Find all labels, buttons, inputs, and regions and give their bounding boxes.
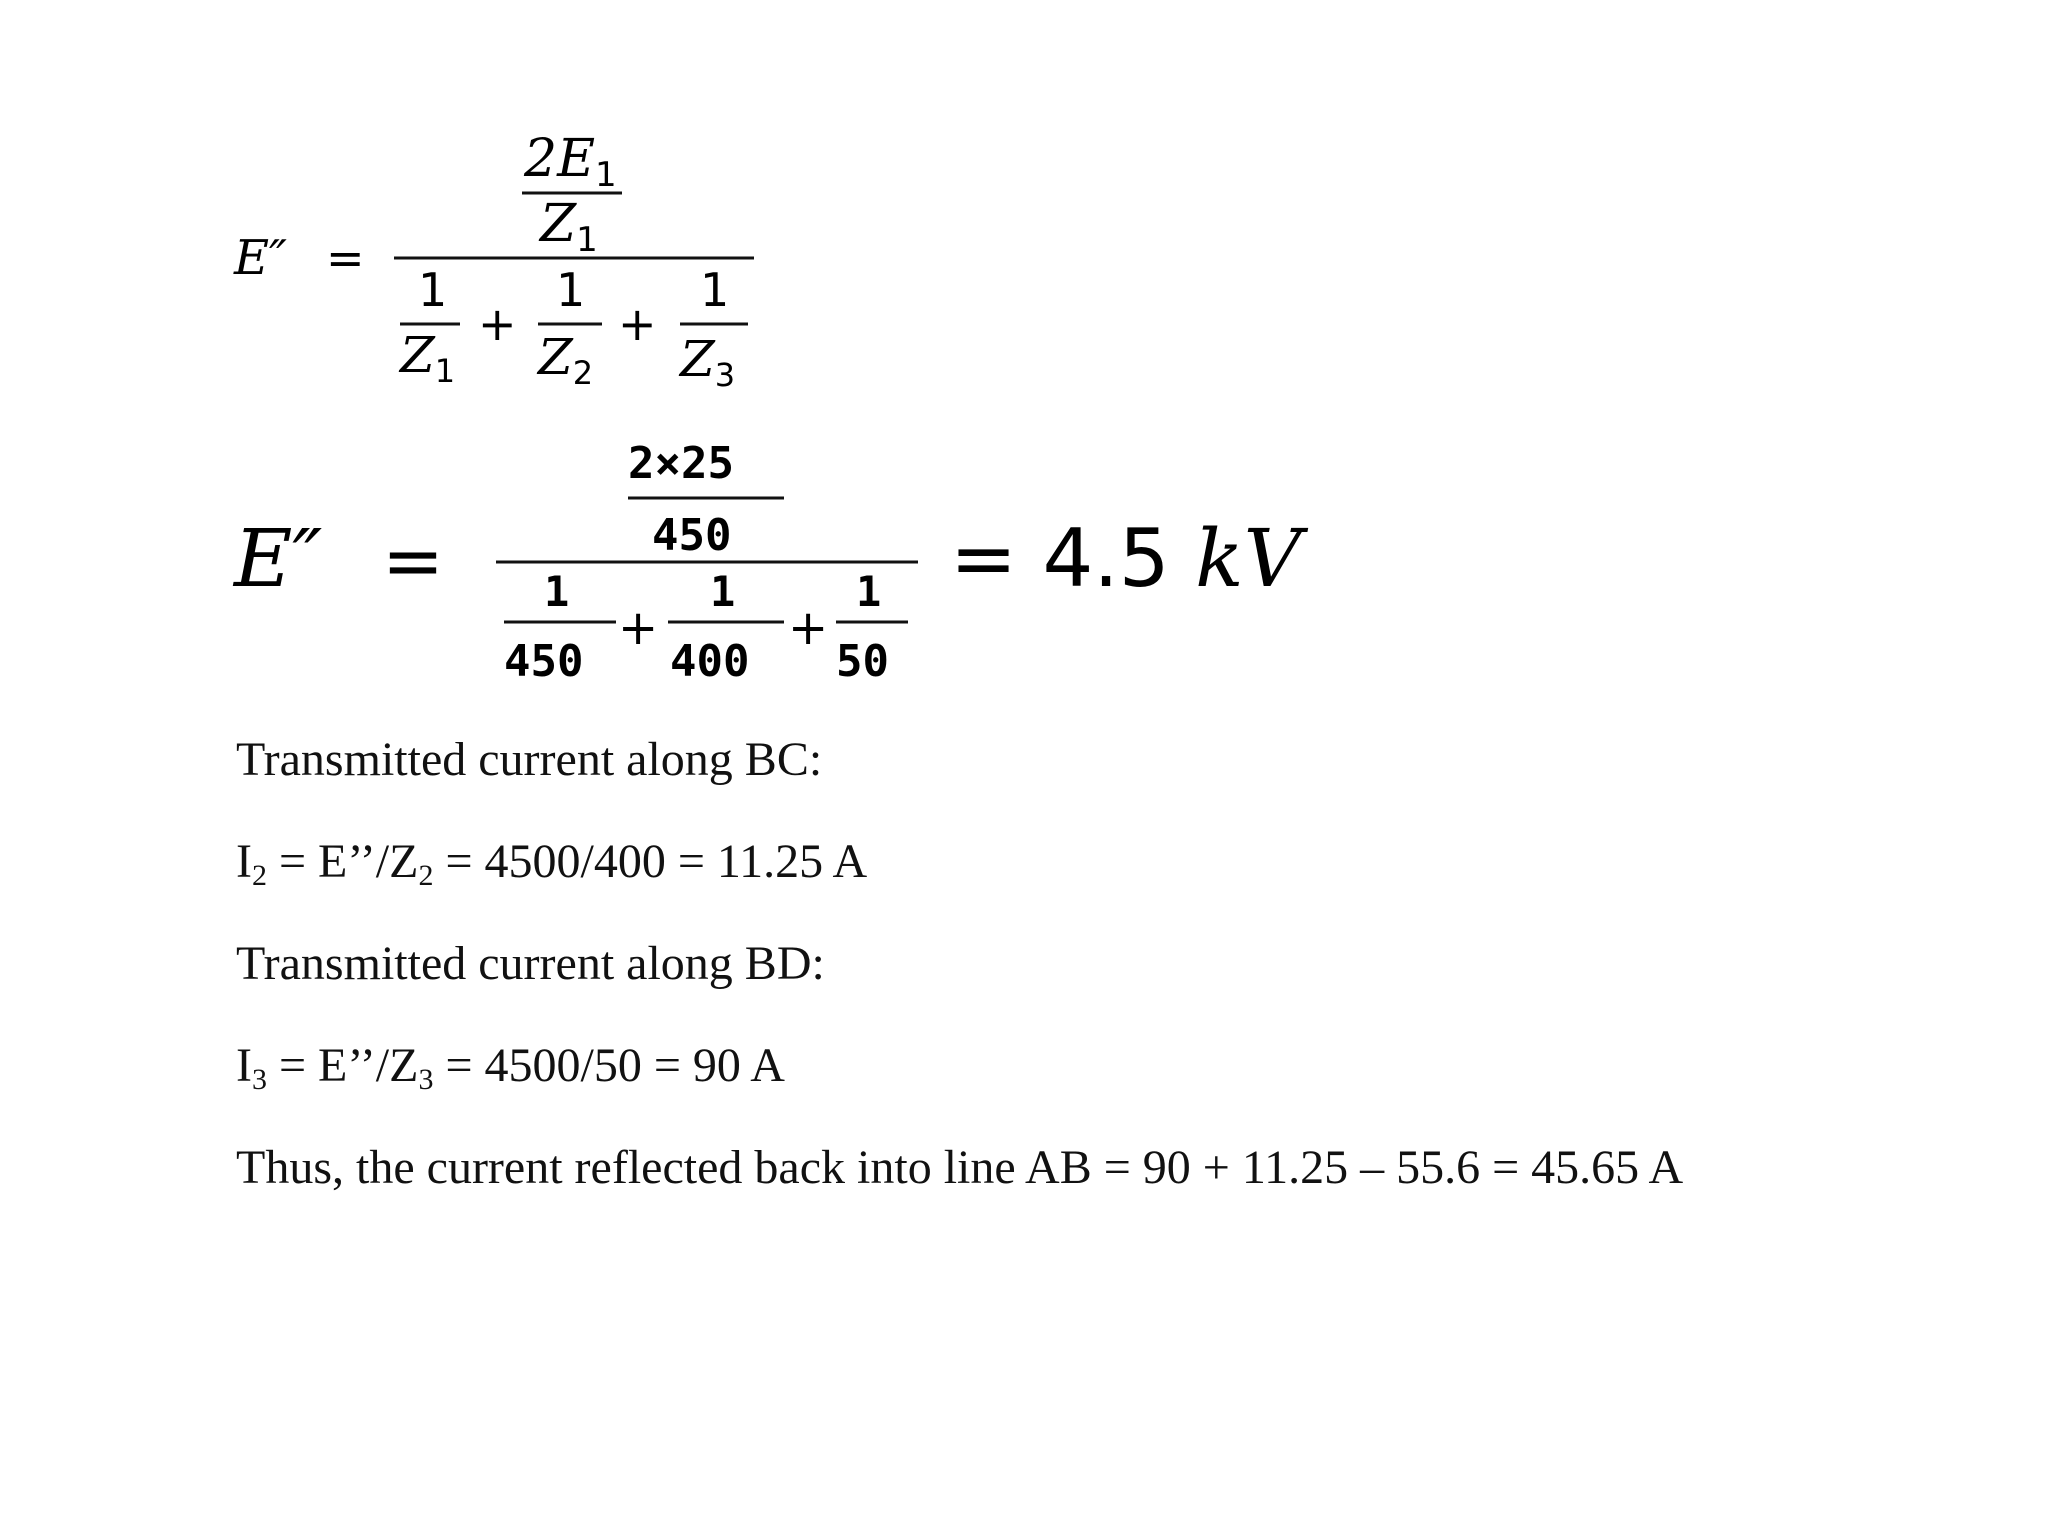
eq2-result: = 4.5 kV bbox=[950, 512, 1302, 605]
equation-1 bbox=[233, 129, 754, 394]
eq2-den-1-top: 1 bbox=[544, 567, 570, 616]
eq2-num-bottom: 450 bbox=[652, 510, 732, 561]
eq1-plus-1: + bbox=[478, 297, 517, 351]
eq2-den-3-top: 1 bbox=[856, 567, 882, 616]
text-transmitted-bd: Transmitted current along BD: bbox=[236, 937, 825, 990]
text-reflected-current: Thus, the current reflected back into line AB = 90 + 11.25 – 55.6 = 45.65 A bbox=[236, 1141, 1684, 1194]
eq1-den-1-bottom: $Z_1$ bbox=[400, 326, 456, 390]
text-i3-calculation: $I_3$ = $E’’/Z_3 = 4500/50 = 90$ A bbox=[236, 1039, 785, 1096]
eq1-den-2-bottom: $Z_2$ bbox=[538, 328, 594, 392]
equation-2 bbox=[232, 438, 1309, 687]
eq1-den-2-top: 1 bbox=[556, 263, 586, 317]
text-i2-calculation: $I_2$ = $E’’/Z_2 = 4500/400 = 11.25$ A bbox=[236, 835, 868, 892]
eq2-den-2-bottom: 400 bbox=[670, 636, 750, 687]
eq2-den-3-bottom: 50 bbox=[836, 636, 889, 687]
text-transmitted-bc: Transmitted current along BC: bbox=[236, 733, 823, 786]
eq2-plus-2: + bbox=[788, 600, 829, 656]
eq2-equals: = bbox=[382, 518, 445, 604]
eq1-equals: = bbox=[326, 231, 365, 285]
eq1-den-3-bottom: $Z_3$ bbox=[680, 330, 736, 394]
eq2-num-top: 2×25 bbox=[628, 438, 734, 489]
eq1-den-1-top: 1 bbox=[418, 263, 448, 317]
eq1-den-3-top: 1 bbox=[700, 263, 730, 317]
eq2-plus-1: + bbox=[618, 600, 659, 656]
eq1-lhs: E″ bbox=[234, 230, 287, 286]
eq1-num-top: 2E1 bbox=[524, 129, 617, 195]
eq1-plus-2: + bbox=[618, 297, 657, 351]
eq2-den-1-bottom: 450 bbox=[504, 636, 584, 687]
eq2-lhs: E″ bbox=[234, 512, 323, 605]
eq2-den-2-top: 1 bbox=[710, 567, 736, 616]
eq1-num-bottom: Z1 bbox=[540, 194, 598, 260]
